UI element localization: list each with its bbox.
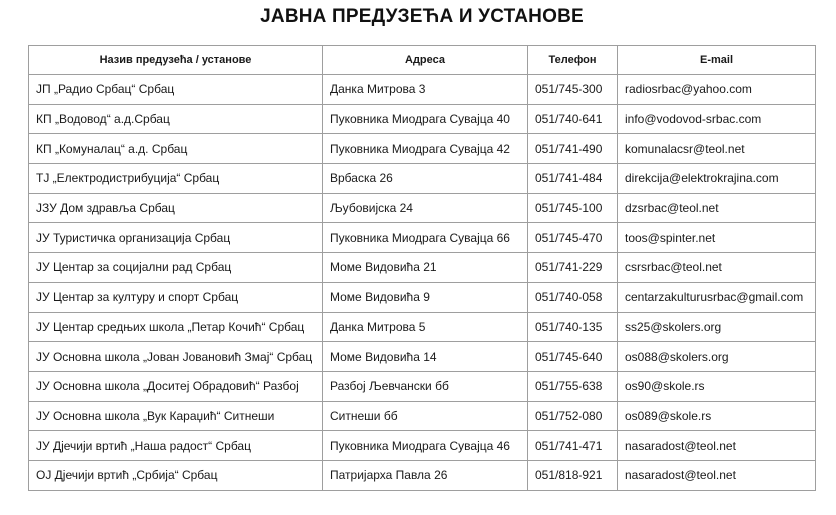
cell-email: nasaradost@teol.net bbox=[618, 460, 816, 490]
cell-name: ЈУ Центар средњих школа „Петар Кочић“ Србац bbox=[29, 312, 323, 342]
table-row bbox=[29, 134, 816, 164]
cell-address: Разбој Љевчански бб bbox=[323, 371, 528, 401]
cell-email: direkcija@elektrokrajina.com bbox=[618, 164, 816, 194]
institutions-table bbox=[28, 45, 816, 491]
cell-name: ЈУ Центар за културу и спорт Србац bbox=[29, 282, 323, 312]
cell-address: Врбаска 26 bbox=[323, 164, 528, 194]
cell-name: ЈУ Туристичка организација Србац bbox=[29, 223, 323, 253]
cell-address: Данка Митрова 5 bbox=[323, 312, 528, 342]
table-row bbox=[29, 431, 816, 461]
cell-email: centarzakulturusrbac@gmail.com bbox=[618, 282, 816, 312]
table-row bbox=[29, 164, 816, 194]
cell-email: csrsrbac@teol.net bbox=[618, 253, 816, 283]
cell-phone: 051/740-135 bbox=[528, 312, 618, 342]
cell-name: ЈП „Радио Србац“ Србац bbox=[29, 75, 323, 105]
cell-name: ЈУ Дјечији вртић „Наша радост“ Србац bbox=[29, 431, 323, 461]
cell-phone: 051/818-921 bbox=[528, 460, 618, 490]
cell-phone: 051/740-641 bbox=[528, 104, 618, 134]
cell-name: ЈУ Основна школа „Вук Караџић“ Ситнеши bbox=[29, 401, 323, 431]
cell-email: nasaradost@teol.net bbox=[618, 431, 816, 461]
cell-name: ОЈ Дјечији вртић „Србија“ Србац bbox=[29, 460, 323, 490]
cell-phone: 051/745-300 bbox=[528, 75, 618, 105]
cell-email: os088@skolers.org bbox=[618, 342, 816, 372]
table-row bbox=[29, 282, 816, 312]
table-row bbox=[29, 193, 816, 223]
cell-address: Моме Видовића 9 bbox=[323, 282, 528, 312]
cell-address: Ситнеши бб bbox=[323, 401, 528, 431]
cell-email: os089@skole.rs bbox=[618, 401, 816, 431]
cell-name: ЈУ Основна школа „Доситеј Обрадовић“ Разбој bbox=[29, 371, 323, 401]
table-body bbox=[29, 75, 816, 491]
table-row bbox=[29, 401, 816, 431]
table-row bbox=[29, 312, 816, 342]
cell-name: ТЈ „Електродистрибуција“ Србац bbox=[29, 164, 323, 194]
table-row bbox=[29, 342, 816, 372]
table-row bbox=[29, 75, 816, 105]
cell-email: radiosrbac@yahoo.com bbox=[618, 75, 816, 105]
cell-phone: 051/745-640 bbox=[528, 342, 618, 372]
cell-phone: 051/741-229 bbox=[528, 253, 618, 283]
column-header-phone: Телефон bbox=[528, 46, 618, 75]
header-row bbox=[29, 46, 816, 75]
cell-email: toos@spinter.net bbox=[618, 223, 816, 253]
cell-phone: 051/741-490 bbox=[528, 134, 618, 164]
cell-address: Пуковника Миодрага Сувајца 66 bbox=[323, 223, 528, 253]
cell-address: Пуковника Миодрага Сувајца 42 bbox=[323, 134, 528, 164]
cell-address: Данка Митрова 3 bbox=[323, 75, 528, 105]
table-row bbox=[29, 253, 816, 283]
cell-phone: 051/741-471 bbox=[528, 431, 618, 461]
cell-email: os90@skole.rs bbox=[618, 371, 816, 401]
cell-address: Моме Видовића 14 bbox=[323, 342, 528, 372]
cell-address: Љубовијска 24 bbox=[323, 193, 528, 223]
cell-phone: 051/755-638 bbox=[528, 371, 618, 401]
cell-address: Патријарха Павла 26 bbox=[323, 460, 528, 490]
cell-name: ЈУ Центар за социјални рад Србац bbox=[29, 253, 323, 283]
cell-name: КП „Водовод“ а.д.Србац bbox=[29, 104, 323, 134]
cell-email: komunalacsr@teol.net bbox=[618, 134, 816, 164]
cell-phone: 051/745-100 bbox=[528, 193, 618, 223]
table-row bbox=[29, 223, 816, 253]
column-header-name: Назив предузећа / установе bbox=[29, 46, 323, 75]
cell-phone: 051/752-080 bbox=[528, 401, 618, 431]
table-row bbox=[29, 104, 816, 134]
cell-phone: 051/741-484 bbox=[528, 164, 618, 194]
table-header bbox=[29, 46, 816, 75]
cell-name: КП „Комуналац“ а.д. Србац bbox=[29, 134, 323, 164]
cell-address: Пуковника Миодрага Сувајца 40 bbox=[323, 104, 528, 134]
table-row bbox=[29, 371, 816, 401]
cell-address: Моме Видовића 21 bbox=[323, 253, 528, 283]
column-header-email: E-mail bbox=[618, 46, 816, 75]
cell-email: ss25@skolers.org bbox=[618, 312, 816, 342]
cell-name: ЈУ Основна школа „Јован Јовановић Змај“ Србац bbox=[29, 342, 323, 372]
column-header-address: Адреса bbox=[323, 46, 528, 75]
cell-email: info@vodovod-srbac.com bbox=[618, 104, 816, 134]
cell-phone: 051/740-058 bbox=[528, 282, 618, 312]
cell-phone: 051/745-470 bbox=[528, 223, 618, 253]
table-row bbox=[29, 460, 816, 490]
cell-email: dzsrbac@teol.net bbox=[618, 193, 816, 223]
page-title: ЈАВНА ПРЕДУЗЕЋА И УСТАНОВЕ bbox=[260, 6, 584, 27]
cell-address: Пуковника Миодрага Сувајца 46 bbox=[323, 431, 528, 461]
cell-name: ЈЗУ Дом здравља Србац bbox=[29, 193, 323, 223]
